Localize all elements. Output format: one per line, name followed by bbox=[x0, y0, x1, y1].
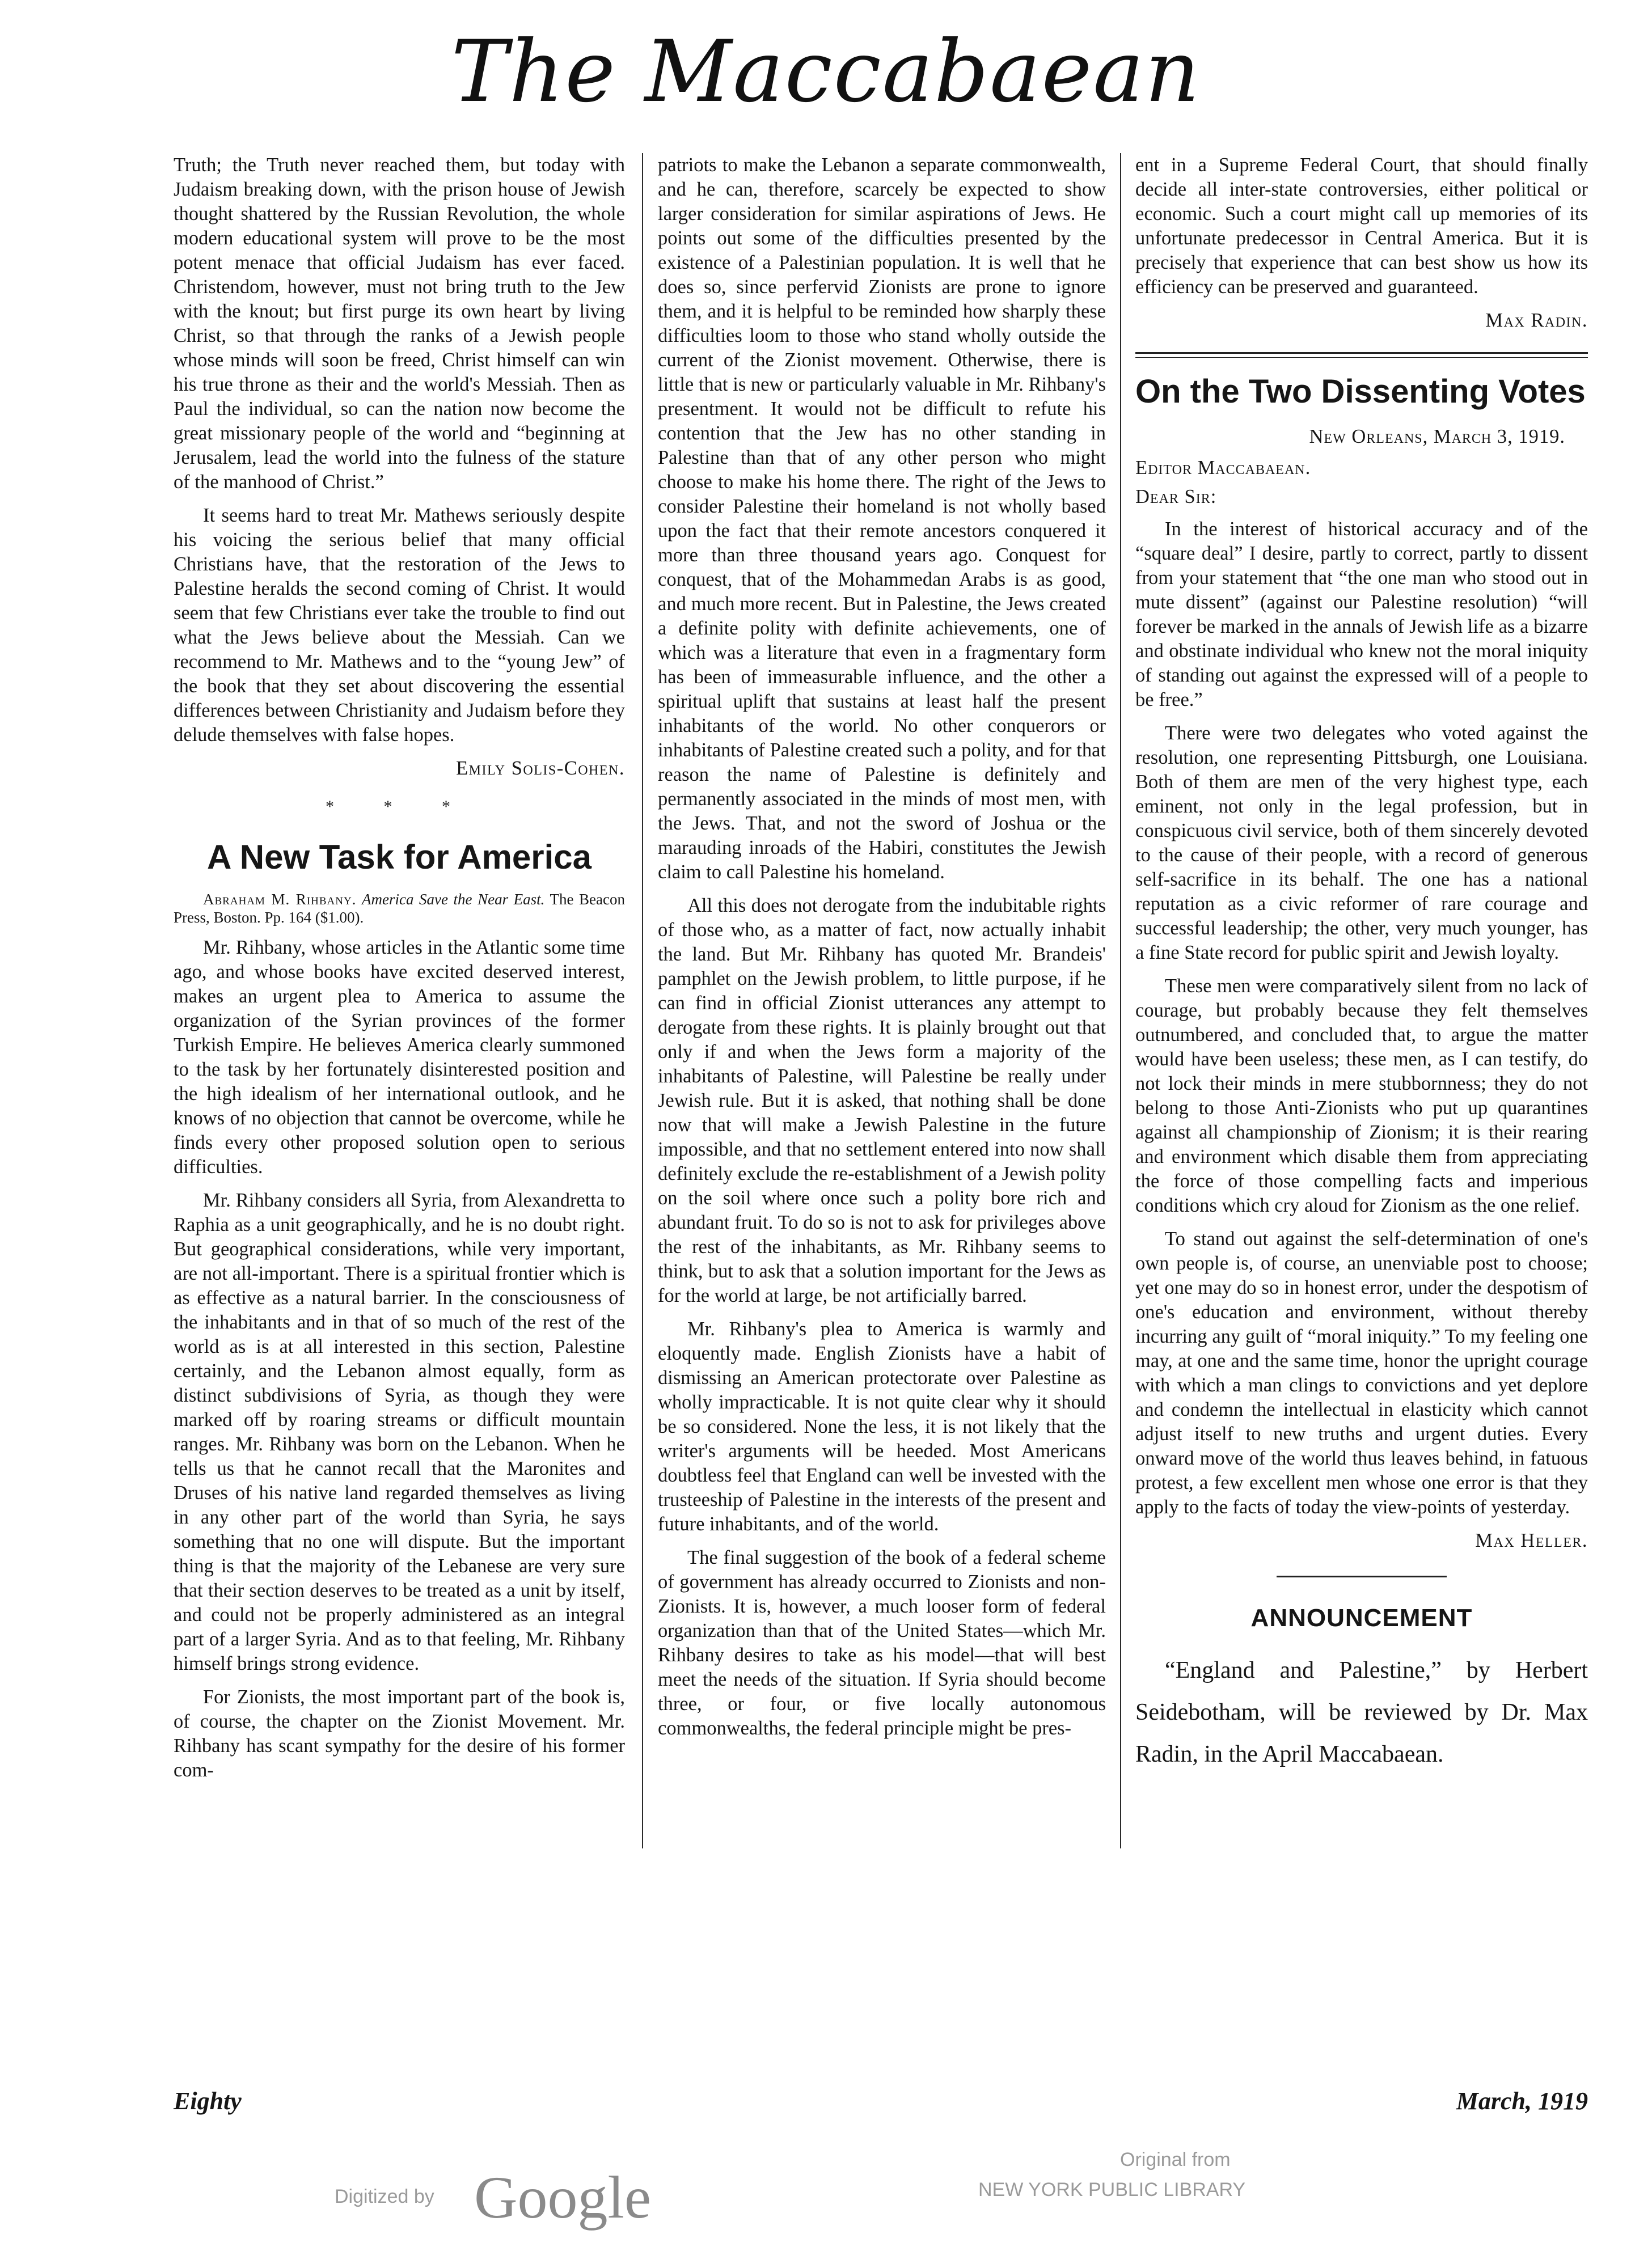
paragraph: These men were comparatively silent from no lack of courage, but probably because they felt themselves outnumbered, and concluded that, to argue the matter would have been useless; these men, as I can testify, do not lock their minds in mere stubbornness; they do not belong to those Anti-Zionists who put up quarantines against all championship of Zionism; it is their rearing and environment which disable them from appreciating the force of those compelling facts and imperious conditions which cry aloud for Zionism as the one relief. bbox=[1135, 975, 1588, 1216]
column-right bbox=[1135, 153, 1588, 2058]
citation-author: Abraham M. Rihbany. bbox=[203, 891, 357, 908]
page-number: Eighty bbox=[174, 2087, 242, 2115]
paragraph: Mr. Rihbany considers all Syria, from Alexandretta to Raphia as a unit geographically, and he is no doubt right. But geographical considerations, while very important, are not all-important. There is a spiritual frontier which is as effective as a natural barrier. In the consciousness of the inhabitants and in that of so much of the rest of the world as is at all interested in this section, Palestine certainly, and the Lebanon almost equally, form as distinct subdivisions of Syria, as though they were marked off by roaring streams or difficult mountain ranges. Mr. Rihbany was born on the Lebanon. When he tells us that he cannot recall that the Maronites and Druses of his native land regarded themselves as living in any other part of the world than Syria, he says something that no one will dispute. But the important thing is that the majority of the Lebanese are very sure that their section deserves to be treated as a unit by itself, and could not be properly administered as an integral part of a larger Syria. And as to that feeling, Mr. Rihbany himself brings strong evidence. bbox=[174, 1190, 625, 1674]
original-from-label: Original from bbox=[1120, 2149, 1231, 2170]
paragraph: There were two delegates who voted against the resolution, one representing Pittsburgh, one Louisiana. Both of them are men of the very highest type, each eminent, not only in the legal profession, but in conspicuous civil service, both of them sincerely devoted to the cause of their people, with a record of generous self-sacrifice in its behalf. The one has a national reputation as a civic reformer of rare courage and successful leadership; the other, very much younger, has a fine State record for public spirit and Jewish loyalty. bbox=[1135, 722, 1588, 963]
announcement-heading: ANNOUNCEMENT bbox=[1250, 1604, 1473, 1632]
author-signature: Max Radin. bbox=[1485, 310, 1588, 331]
paragraph: It seems hard to treat Mr. Mathews seriously despite his voicing the serious belief that many official Christians have, that the restoration of the Jews to Palestine heralds the second coming of Christ. It would seem that few Christians ever take the trouble to find out what the Jews believe about the Messiah. Can we recommend to Mr. Mathews and to the “young Jew” of the book that they set about discovering the essential differences between Christianity and Judaism before they delude themselves with false hopes. bbox=[174, 505, 625, 746]
paragraph: Mr. Rihbany, whose articles in the Atlantic some time ago, and whose books have excited deserved interest, makes an urgent plea to America to assume the organization of the Syrian provinces of the former Turkish Empire. He believes America clearly summoned to the task by her fortunately disinterested position and the high idealism of her international outlook, and he knows of no objection that cannot be overcome, while he finds every other proposed solution open to serious difficulties. bbox=[174, 937, 625, 1178]
citation-title: America Save the Near East. bbox=[362, 891, 545, 908]
library-credit bbox=[978, 2149, 1489, 2201]
paragraph: patriots to make the Lebanon a separate commonwealth, and he can, therefore, scarcely be expected to show larger consideration for similar aspirations of Jews. He points out some of the difficulties presented by the existence of a Palestinian population. It is well that he does so, since perfervid Zionists are prone to ignore them, and it is helpful to be reminded how sharply these difficulties loom to those who stand wholly outside the current of the Zionist movement. Otherwise, there is little that is new or particularly valuable in Mr. Rihbany's presentment. It would not be difficult to refute his contention that the Jew has no other standing in Palestine than that of any other person who might choose to make his home there. The right of the Jews to consider Palestine their homeland is not wholly based upon the fact that their remote ancestors conquered it more than three thousand years ago. Conquest for conquest, that of the Mohammedan Arabs is as good, and much more recent. But in Palestine, the Jews created a definite polity with definite achievements, one of which was a literature that even in a fragmentary form has been of immeasurable influence, and the other a spiritual uplift that sustains at least half the present inhabitants of the world. No other conquerors or inhabitants of Palestine created such a polity, and for that reason the name of Palestine is definitely and permanently associated in the minds of most men, with the Jews. That, and not the sword of Joshua or the marauding inroads of the Habiri, constitutes the Jewish claim to call Palestine his homeland. bbox=[658, 154, 1106, 883]
article-heading: A New Task for America bbox=[206, 838, 592, 876]
paragraph: In the interest of historical accuracy and of the “square deal” I desire, partly to correct, partly to dissent from your statement that “the one man who stood out in mute dissent” (against our Palestine resolution) “will forever be marked in the annals of Jewish life as a bizarre and obstinate individual who knew not the moral iniquity of standing out against the expressed will of a people to be free.” bbox=[1135, 518, 1588, 710]
section-rule bbox=[1277, 1576, 1447, 1577]
paragraph: All this does not derogate from the indubitable rights of those who, as a matter of fact, now actually inhabit the land. But Mr. Rihbany has quoted Mr. Brandeis' pamphlet on the Jewish problem, to little purpose, if he can find in official Zionist utterances any attempt to derogate from these rights. It is plainly brought out that only if and when the Jews form a majority of the inhabitants of Palestine, will Palestine be really under Jewish rule. But it is asked, that nothing shall be done now that will make a Jewish Palestine in the future impossible, and that no settlement entered into now shall definitely exclude the re-establishment of a Jewish polity on the soil where once such a polity bore rich and abundant fruit. To do so is not to ask for privileges above the rest of the inhabitants, as Mr. Rihbany seems to think, but to ask that a solution important for the Jews as for the world at large, be not artificially barred. bbox=[658, 895, 1106, 1306]
column-middle bbox=[658, 153, 1106, 2058]
column-divider bbox=[642, 153, 643, 1848]
paragraph: ent in a Supreme Federal Court, that should finally decide all inter-state controversies, either political or economic. Such a court might call up memories of its unfortunate predecessor in Central America. But it is precisely that experience that can best show us how its efficiency can be preserved and guaranteed. bbox=[1135, 154, 1588, 298]
paragraph: For Zionists, the most important part of the book is, of course, the chapter on the Zionist Movement. Mr. Rihbany has scant sympathy for the desire of his former com- bbox=[174, 1686, 625, 1781]
paragraph: Mr. Rihbany's plea to America is warmly and eloquently made. English Zionists have a habit of dismissing an American protectorate over Palestine as wholly impracticable. It is not quite clear why it should be so considered. None the less, it is not likely that the writer's arguments will be heeded. Most Americans doubtless feel that England can well be invested with the trusteeship of Palestine in the interests of the present and future inhabitants, and of the world. bbox=[658, 1318, 1106, 1535]
author-signature: Max Heller. bbox=[1475, 1530, 1588, 1551]
letter-dateline: New Orleans, March 3, 1919. bbox=[1309, 426, 1565, 447]
paragraph: To stand out against the self-determination of one's own people is, of course, an unenviable post to choose; yet one may do so in honest error, under the despotism of one's education and environment, without thereby incurring any guilt of “moral iniquity.” To my feeling one may, at one and the same time, honor the upright courage with which a man clings to convictions and yet deplore and condemn the intellectual in elasticity which cannot adjust itself to new truths and urgent duties. Every onward move of the world thus leaves behind, in fatuous protest, a few excellent men whose one error is that they apply to the facts of today the view-points of yesterday. bbox=[1135, 1228, 1588, 1518]
citation-publisher: The Beacon Press, Boston. Pp. 164 ($1.00). bbox=[174, 891, 625, 926]
google-logo: Google bbox=[474, 2164, 652, 2231]
paragraph: The final suggestion of the book of a federal scheme of government has already occurred to Zionists and non-Zionists. It is, however, a much looser form of federal organization than that of the United States—which Mr. Rihbany desires to take as his model—that will best meet the needs of the situation. If Syria should become three, or four, or five locally autonomous commonwealths, the federal principle might be pres- bbox=[658, 1547, 1106, 1739]
author-signature: Emily Solis-Cohen. bbox=[456, 758, 625, 779]
letter-salutation: Dear Sir: bbox=[1135, 486, 1217, 507]
column-divider bbox=[1120, 153, 1121, 1848]
issue-date: March, 1919 bbox=[1456, 2087, 1588, 2115]
masthead-title: The Maccabaean bbox=[451, 23, 1201, 121]
book-citation bbox=[174, 890, 625, 926]
digitized-by-label: Digitized by bbox=[335, 2186, 434, 2207]
letter-addressee: Editor Maccabaean. bbox=[1135, 457, 1311, 479]
paragraph: Truth; the Truth never reached them, but today with Judaism breaking down, with the prison house of Jewish thought shattered by the Russian Revolution, the whole modern educational system will prove to be the most potent menace that official Judaism has ever faced. Christendom, however, must not bring truth to the Jew with the knout; but first purge its own heart by living Christ, so that through the ranks of a Jewish people whose minds will soon be freed, Christ himself can win his true throne as their and the world's Messiah. Then as Paul the individual, so can the nation now become the great missionary people of the world and “beginning at Jerusalem, lead the world into the fulness of the stature of the manhood of Christ.” bbox=[174, 154, 625, 493]
article-heading: On the Two Dissenting Votes bbox=[1135, 373, 1586, 410]
section-separator: * * * bbox=[326, 797, 473, 816]
column-left bbox=[174, 153, 625, 2058]
announcement-text: “England and Palestine,” by Herbert Seidebotham, will be reviewed by Dr. Max Radin, in the April Maccabaean. bbox=[1135, 1657, 1588, 1767]
section-rule bbox=[1135, 352, 1588, 358]
library-name: NEW YORK PUBLIC LIBRARY bbox=[978, 2179, 1246, 2201]
